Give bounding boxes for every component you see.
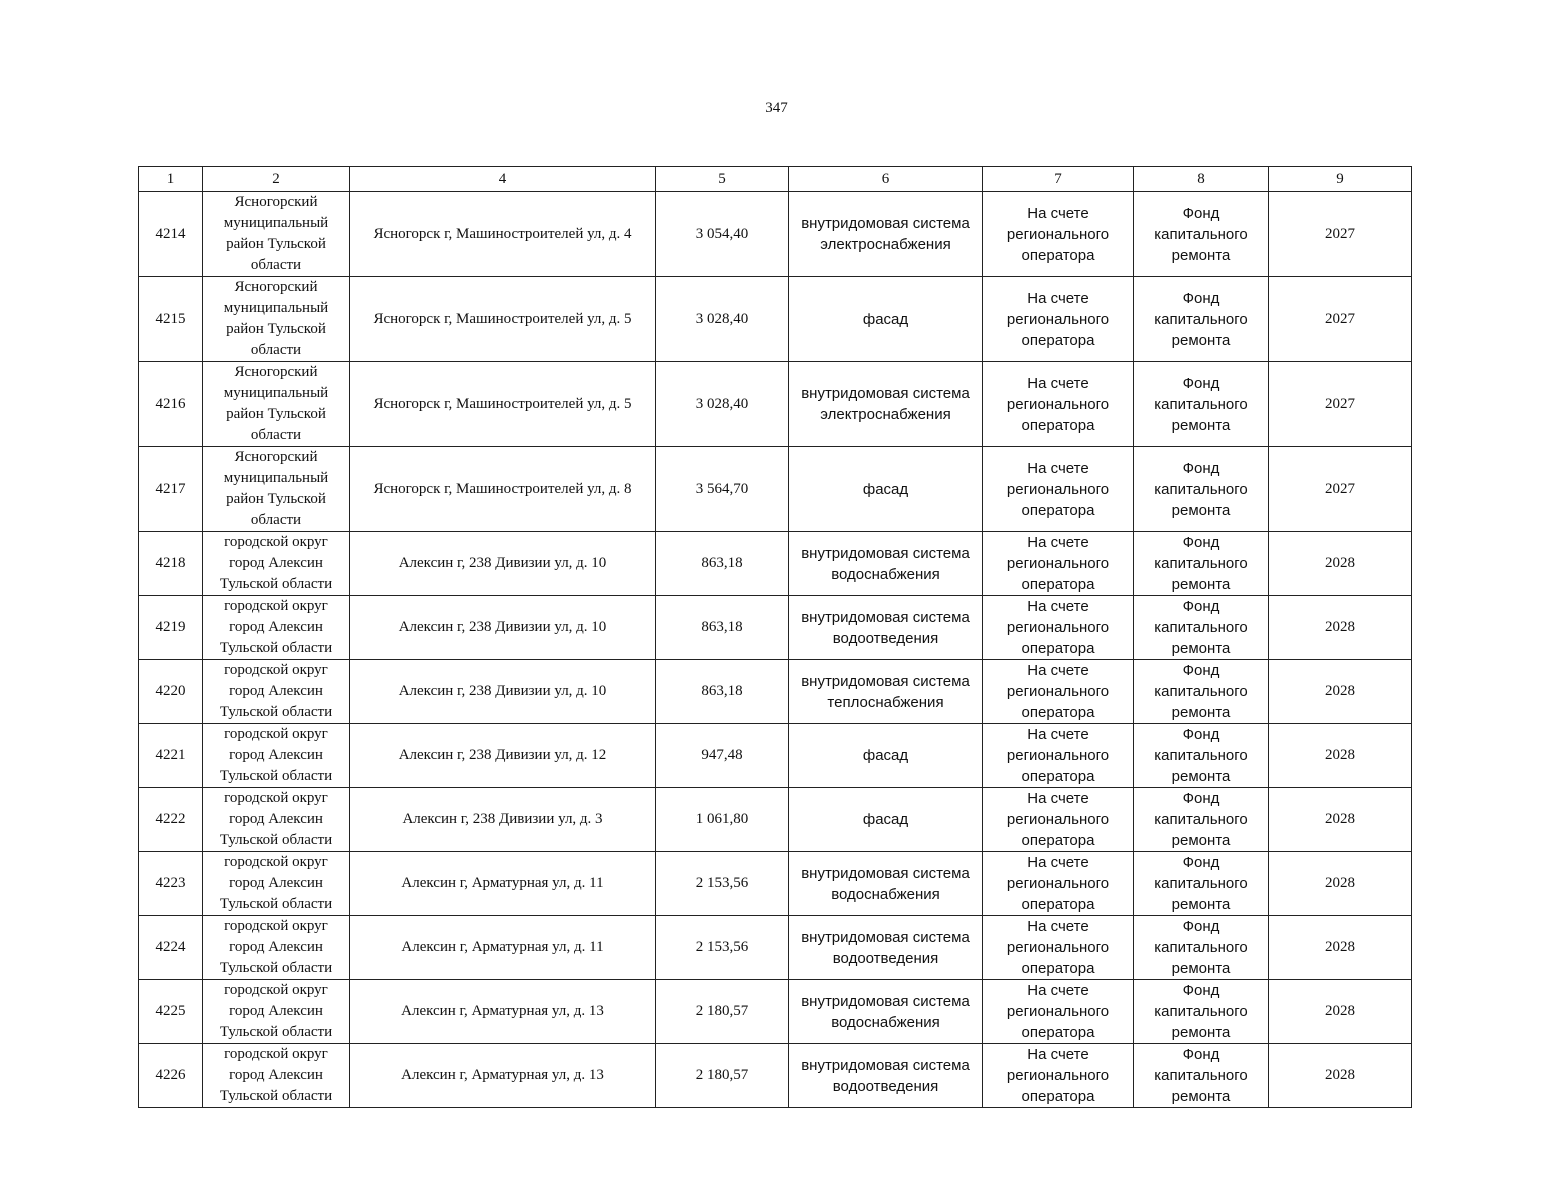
table-row bbox=[139, 980, 1412, 1044]
column-header: 7 bbox=[983, 167, 1134, 192]
year-cell: 2028 bbox=[1269, 916, 1412, 980]
work-type-cell: фасад bbox=[789, 788, 983, 852]
row-number-cell: 4225 bbox=[139, 980, 203, 1044]
area-cell: 863,18 bbox=[656, 660, 789, 724]
work-type-cell: внутридомовая система водоснабжения bbox=[789, 532, 983, 596]
table-header bbox=[139, 167, 1412, 192]
account-cell: На счете регионального оператора bbox=[983, 980, 1134, 1044]
area-cell: 947,48 bbox=[656, 724, 789, 788]
year-cell: 2028 bbox=[1269, 532, 1412, 596]
municipality-cell: городской округ город Алексин Тульской области bbox=[203, 916, 350, 980]
area-cell: 3 564,70 bbox=[656, 447, 789, 532]
area-cell: 3 028,40 bbox=[656, 277, 789, 362]
account-cell: На счете регионального оператора bbox=[983, 660, 1134, 724]
fund-cell: Фонд капитального ремонта bbox=[1134, 596, 1269, 660]
account-cell: На счете регионального оператора bbox=[983, 852, 1134, 916]
header-row bbox=[139, 167, 1412, 192]
fund-cell: Фонд капитального ремонта bbox=[1134, 277, 1269, 362]
row-number-cell: 4217 bbox=[139, 447, 203, 532]
municipality-cell: Ясногорский муниципальный район Тульской области bbox=[203, 447, 350, 532]
year-cell: 2027 bbox=[1269, 447, 1412, 532]
area-cell: 2 153,56 bbox=[656, 852, 789, 916]
area-cell: 1 061,80 bbox=[656, 788, 789, 852]
table-row bbox=[139, 1044, 1412, 1108]
column-header: 6 bbox=[789, 167, 983, 192]
row-number-cell: 4220 bbox=[139, 660, 203, 724]
address-cell: Ясногорск г, Машиностроителей ул, д. 8 bbox=[350, 447, 656, 532]
account-cell: На счете регионального оператора bbox=[983, 724, 1134, 788]
municipality-cell: городской округ город Алексин Тульской области bbox=[203, 1044, 350, 1108]
fund-cell: Фонд капитального ремонта bbox=[1134, 660, 1269, 724]
account-cell: На счете регионального оператора bbox=[983, 277, 1134, 362]
address-cell: Алексин г, Арматурная ул, д. 13 bbox=[350, 1044, 656, 1108]
row-number-cell: 4214 bbox=[139, 192, 203, 277]
column-header: 8 bbox=[1134, 167, 1269, 192]
table-row bbox=[139, 788, 1412, 852]
work-type-cell: внутридомовая система водоснабжения bbox=[789, 852, 983, 916]
fund-cell: Фонд капитального ремонта bbox=[1134, 916, 1269, 980]
account-cell: На счете регионального оператора bbox=[983, 192, 1134, 277]
year-cell: 2028 bbox=[1269, 980, 1412, 1044]
row-number-cell: 4224 bbox=[139, 916, 203, 980]
fund-cell: Фонд капитального ремонта bbox=[1134, 980, 1269, 1044]
table-body bbox=[139, 192, 1412, 1108]
fund-cell: Фонд капитального ремонта bbox=[1134, 362, 1269, 447]
municipality-cell: городской округ город Алексин Тульской области bbox=[203, 788, 350, 852]
work-type-cell: внутридомовая система водоотведения bbox=[789, 596, 983, 660]
year-cell: 2028 bbox=[1269, 788, 1412, 852]
row-number-cell: 4223 bbox=[139, 852, 203, 916]
work-type-cell: внутридомовая система электроснабжения bbox=[789, 192, 983, 277]
row-number-cell: 4219 bbox=[139, 596, 203, 660]
area-cell: 2 180,57 bbox=[656, 1044, 789, 1108]
address-cell: Алексин г, Арматурная ул, д. 11 bbox=[350, 916, 656, 980]
row-number-cell: 4218 bbox=[139, 532, 203, 596]
page-number: 347 bbox=[765, 100, 788, 116]
capital-repair-table bbox=[138, 166, 1412, 1108]
year-cell: 2028 bbox=[1269, 660, 1412, 724]
work-type-cell: фасад bbox=[789, 447, 983, 532]
row-number-cell: 4216 bbox=[139, 362, 203, 447]
column-header: 4 bbox=[350, 167, 656, 192]
address-cell: Алексин г, 238 Дивизии ул, д. 10 bbox=[350, 660, 656, 724]
year-cell: 2028 bbox=[1269, 1044, 1412, 1108]
work-type-cell: внутридомовая система водоснабжения bbox=[789, 980, 983, 1044]
table-row bbox=[139, 916, 1412, 980]
account-cell: На счете регионального оператора bbox=[983, 788, 1134, 852]
fund-cell: Фонд капитального ремонта bbox=[1134, 192, 1269, 277]
row-number-cell: 4222 bbox=[139, 788, 203, 852]
municipality-cell: городской округ город Алексин Тульской области bbox=[203, 660, 350, 724]
work-type-cell: внутридомовая система теплоснабжения bbox=[789, 660, 983, 724]
work-type-cell: внутридомовая система водоотведения bbox=[789, 1044, 983, 1108]
fund-cell: Фонд капитального ремонта bbox=[1134, 724, 1269, 788]
year-cell: 2028 bbox=[1269, 852, 1412, 916]
municipality-cell: Ясногорский муниципальный район Тульской области bbox=[203, 277, 350, 362]
table-row bbox=[139, 277, 1412, 362]
area-cell: 2 153,56 bbox=[656, 916, 789, 980]
year-cell: 2027 bbox=[1269, 277, 1412, 362]
municipality-cell: Ясногорский муниципальный район Тульской области bbox=[203, 362, 350, 447]
row-number-cell: 4221 bbox=[139, 724, 203, 788]
work-type-cell: внутридомовая система водоотведения bbox=[789, 916, 983, 980]
address-cell: Алексин г, 238 Дивизии ул, д. 3 bbox=[350, 788, 656, 852]
area-cell: 863,18 bbox=[656, 596, 789, 660]
address-cell: Алексин г, 238 Дивизии ул, д. 10 bbox=[350, 596, 656, 660]
municipality-cell: городской округ город Алексин Тульской области bbox=[203, 596, 350, 660]
fund-cell: Фонд капитального ремонта bbox=[1134, 852, 1269, 916]
address-cell: Алексин г, Арматурная ул, д. 11 bbox=[350, 852, 656, 916]
account-cell: На счете регионального оператора bbox=[983, 362, 1134, 447]
address-cell: Ясногорск г, Машиностроителей ул, д. 4 bbox=[350, 192, 656, 277]
address-cell: Алексин г, 238 Дивизии ул, д. 12 bbox=[350, 724, 656, 788]
account-cell: На счете регионального оператора bbox=[983, 532, 1134, 596]
work-type-cell: фасад bbox=[789, 724, 983, 788]
municipality-cell: городской округ город Алексин Тульской области bbox=[203, 532, 350, 596]
table-row bbox=[139, 724, 1412, 788]
municipality-cell: городской округ город Алексин Тульской области bbox=[203, 724, 350, 788]
table-row bbox=[139, 447, 1412, 532]
year-cell: 2028 bbox=[1269, 724, 1412, 788]
municipality-cell: городской округ город Алексин Тульской области bbox=[203, 852, 350, 916]
fund-cell: Фонд капитального ремонта bbox=[1134, 788, 1269, 852]
column-header: 5 bbox=[656, 167, 789, 192]
account-cell: На счете регионального оператора bbox=[983, 1044, 1134, 1108]
municipality-cell: городской округ город Алексин Тульской области bbox=[203, 980, 350, 1044]
fund-cell: Фонд капитального ремонта bbox=[1134, 1044, 1269, 1108]
work-type-cell: фасад bbox=[789, 277, 983, 362]
table-row bbox=[139, 192, 1412, 277]
column-header: 1 bbox=[139, 167, 203, 192]
address-cell: Алексин г, 238 Дивизии ул, д. 10 bbox=[350, 532, 656, 596]
year-cell: 2028 bbox=[1269, 596, 1412, 660]
area-cell: 3 028,40 bbox=[656, 362, 789, 447]
table-row bbox=[139, 852, 1412, 916]
address-cell: Ясногорск г, Машиностроителей ул, д. 5 bbox=[350, 362, 656, 447]
year-cell: 2027 bbox=[1269, 362, 1412, 447]
area-cell: 3 054,40 bbox=[656, 192, 789, 277]
table-row bbox=[139, 660, 1412, 724]
fund-cell: Фонд капитального ремонта bbox=[1134, 447, 1269, 532]
address-cell: Ясногорск г, Машиностроителей ул, д. 5 bbox=[350, 277, 656, 362]
area-cell: 863,18 bbox=[656, 532, 789, 596]
fund-cell: Фонд капитального ремонта bbox=[1134, 532, 1269, 596]
table-row bbox=[139, 362, 1412, 447]
work-type-cell: внутридомовая система электроснабжения bbox=[789, 362, 983, 447]
year-cell: 2027 bbox=[1269, 192, 1412, 277]
table-row bbox=[139, 532, 1412, 596]
column-header: 9 bbox=[1269, 167, 1412, 192]
row-number-cell: 4215 bbox=[139, 277, 203, 362]
account-cell: На счете регионального оператора bbox=[983, 596, 1134, 660]
column-header: 2 bbox=[203, 167, 350, 192]
address-cell: Алексин г, Арматурная ул, д. 13 bbox=[350, 980, 656, 1044]
area-cell: 2 180,57 bbox=[656, 980, 789, 1044]
account-cell: На счете регионального оператора bbox=[983, 916, 1134, 980]
row-number-cell: 4226 bbox=[139, 1044, 203, 1108]
municipality-cell: Ясногорский муниципальный район Тульской области bbox=[203, 192, 350, 277]
account-cell: На счете регионального оператора bbox=[983, 447, 1134, 532]
table-row bbox=[139, 596, 1412, 660]
